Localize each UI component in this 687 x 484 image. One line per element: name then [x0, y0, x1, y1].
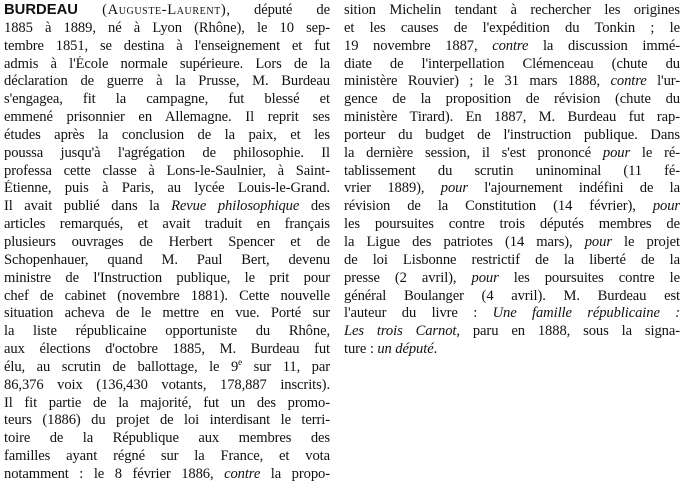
- right-column: [344, 2, 680, 359]
- text-line: [4, 270, 330, 288]
- text-segment: 86,376 voix (136,430 votants, 178,887 inscrits).: [4, 376, 330, 393]
- text-segment: la liste républicaine opportuniste du Rhône,: [4, 323, 330, 340]
- text-line: [4, 180, 330, 198]
- text-line: [344, 2, 680, 20]
- text-line: [4, 38, 330, 56]
- text-segment: études après la conclusion de la paix, et les: [4, 126, 330, 143]
- text-line: [344, 270, 680, 288]
- text-segment: la propo-: [260, 465, 330, 482]
- text-line: [4, 91, 330, 109]
- text-segment: l'auteur du livre :: [344, 305, 493, 322]
- text-segment: familles ayant régné sur la France, et vota: [4, 448, 330, 465]
- text-segment: s'engagea, fit la campagne, fut blessé et: [4, 91, 330, 108]
- text-segment: la dernière session, il s'est prononcé: [344, 144, 603, 161]
- text-line: [344, 288, 680, 306]
- text-segment: Il fit partie de la majorité, fut un des promo-: [4, 394, 330, 411]
- text-segment: articles remarqués, et avait traduit en français: [4, 216, 330, 233]
- text-line: [4, 359, 330, 377]
- text-line: [4, 216, 330, 234]
- italic-text: pour: [584, 233, 612, 250]
- text-segment: Schopenhauer, quand M. Paul Bert, devenu: [4, 251, 330, 268]
- text-segment: Étienne, puis à Paris, au lycée Louis-le-Grand.: [4, 180, 330, 197]
- text-line: [344, 198, 680, 216]
- text-segment: presse (2 avril),: [344, 269, 472, 286]
- text-line: [4, 109, 330, 127]
- text-segment: teurs (1886) du projet de loi interdisant le terri-: [4, 412, 330, 429]
- text-segment: l'ur-: [646, 73, 680, 90]
- text-segment: 1885 à 1889, né à Lyon (Rhône), le 10 sep-: [4, 19, 330, 36]
- text-line: [4, 127, 330, 145]
- text-line: [344, 56, 680, 74]
- text-line: [4, 2, 330, 20]
- text-segment: poussa jusqu'à l'agrégation de philosophie. Il: [4, 144, 330, 161]
- text-line: [4, 73, 330, 91]
- text-segment: le ré-: [630, 144, 680, 161]
- text-line: [4, 377, 330, 395]
- text-segment: diate de l'interpellation Clémenceau (chute du: [344, 55, 680, 72]
- text-segment: sur 11, par: [242, 358, 330, 375]
- text-segment: chef de cabinet (novembre 1881). Cette nouvelle: [4, 287, 330, 304]
- text-line: [4, 198, 330, 216]
- text-segment: ministère Tirard). En 1887, M. Burdeau fut rap-: [344, 109, 680, 126]
- italic-text: pour: [652, 198, 680, 215]
- italic-text: un député: [377, 341, 434, 358]
- text-line: [344, 252, 680, 270]
- text-line: [344, 234, 680, 252]
- text-segment: tembre 1851, se destina à l'enseignement et fut: [4, 37, 330, 54]
- text-segment: le projet: [611, 233, 680, 250]
- text-line: [4, 234, 330, 252]
- text-segment: , député de: [226, 2, 330, 18]
- text-line: [344, 109, 680, 127]
- text-line: [4, 20, 330, 38]
- text-segment: toire de la République aux membres des: [4, 430, 330, 447]
- text-segment: révision de la Constitution (14 février),: [344, 198, 653, 215]
- text-segment: la Ligue des patriotes (14 mars),: [344, 233, 585, 250]
- italic-text: contre: [224, 465, 261, 482]
- italic-text: Une famille républicaine :: [492, 305, 680, 322]
- text-line: [4, 430, 330, 448]
- text-segment: ministère Rouvier) ; le 31 mars 1888,: [344, 73, 611, 90]
- text-segment: déclaration de guerre à la Prusse, M. Burdeau: [4, 73, 330, 90]
- text-segment: e: [238, 358, 243, 368]
- text-line: [344, 341, 680, 359]
- text-line: [344, 216, 680, 234]
- italic-text: contre: [492, 37, 529, 54]
- italic-text: Les trois Carnot: [344, 323, 457, 340]
- text-segment: l'ajournement indéfini de la: [467, 180, 680, 197]
- text-line: [344, 20, 680, 38]
- text-line: [344, 127, 680, 145]
- text-segment: 19 novembre 1887,: [344, 37, 493, 54]
- text-segment: admis à l'École normale supérieure. Lors de la: [4, 55, 330, 72]
- text-segment: porteur du budget de l'instruction publique. Dans: [344, 126, 680, 143]
- text-segment: les poursuites contre trois députés membres de: [344, 216, 680, 233]
- text-line: [344, 38, 680, 56]
- text-segment: professa cette classe à Lons-le-Saulnier, à Saint-: [4, 162, 330, 179]
- italic-text: pour: [471, 269, 499, 286]
- text-line: [344, 180, 680, 198]
- text-segment: Il avait publié dans la: [4, 198, 172, 215]
- entry-headword: BURDEAU: [4, 2, 78, 18]
- text-line: [4, 466, 330, 484]
- italic-text: contre: [610, 73, 647, 90]
- text-segment: aux élections d'octobre 1885, M. Burdeau fut: [4, 341, 330, 358]
- text-segment: situation acheva de le mettre en vue. Porté sur: [4, 305, 330, 322]
- text-segment: les poursuites contre le: [498, 269, 680, 286]
- text-line: [344, 323, 680, 341]
- text-line: [344, 91, 680, 109]
- text-segment: gence de la proposition de révision (chute du: [344, 91, 680, 108]
- italic-text: Revue philosophique: [171, 198, 300, 215]
- text-segment: notamment : le 8 février 1886,: [4, 465, 225, 482]
- text-segment: et les causes de l'expédition du Tonkin ; le: [344, 19, 680, 36]
- text-segment: vrier 1889),: [344, 180, 441, 197]
- text-line: [4, 395, 330, 413]
- text-line: [344, 305, 680, 323]
- text-line: [344, 145, 680, 163]
- text-line: [4, 163, 330, 181]
- text-segment: des: [299, 198, 330, 215]
- text-line: [4, 305, 330, 323]
- text-line: [4, 412, 330, 430]
- text-segment: élu, au scrutin de ballottage, le 9: [4, 358, 239, 375]
- text-segment: .: [433, 341, 438, 358]
- italic-text: pour: [440, 180, 468, 197]
- left-column: [4, 2, 330, 484]
- text-line: [4, 323, 330, 341]
- text-line: [4, 288, 330, 306]
- text-segment: plusieurs ouvrages de Herbert Spencer et de: [4, 233, 330, 250]
- text-segment: tablissement du scrutin uninominal (11 fé-: [344, 162, 680, 179]
- text-line: [4, 56, 330, 74]
- text-segment: de loi Lisbonne restrictif de la liberté de la: [344, 251, 680, 268]
- text-line: [344, 73, 680, 91]
- text-segment: ministre de l'Instruction publique, le prit pour: [4, 269, 330, 286]
- text-line: [344, 163, 680, 181]
- text-segment: sition Michelin tendant à rechercher les origines: [344, 2, 680, 18]
- text-segment: général Boulanger (4 avril). M. Burdeau est: [344, 287, 680, 304]
- text-line: [4, 448, 330, 466]
- text-segment: la discussion immé-: [528, 37, 680, 54]
- text-line: [4, 252, 330, 270]
- italic-text: pour: [602, 144, 631, 161]
- entry-given-names: (Auguste-Laurent): [102, 2, 227, 18]
- text-segment: ture :: [344, 341, 378, 358]
- text-line: [4, 145, 330, 163]
- text-segment: , paru en 1888, sous la signa-: [456, 323, 680, 340]
- text-segment: emmené prisonnier en Allemagne. Il reprit ses: [4, 109, 330, 126]
- text-line: [4, 341, 330, 359]
